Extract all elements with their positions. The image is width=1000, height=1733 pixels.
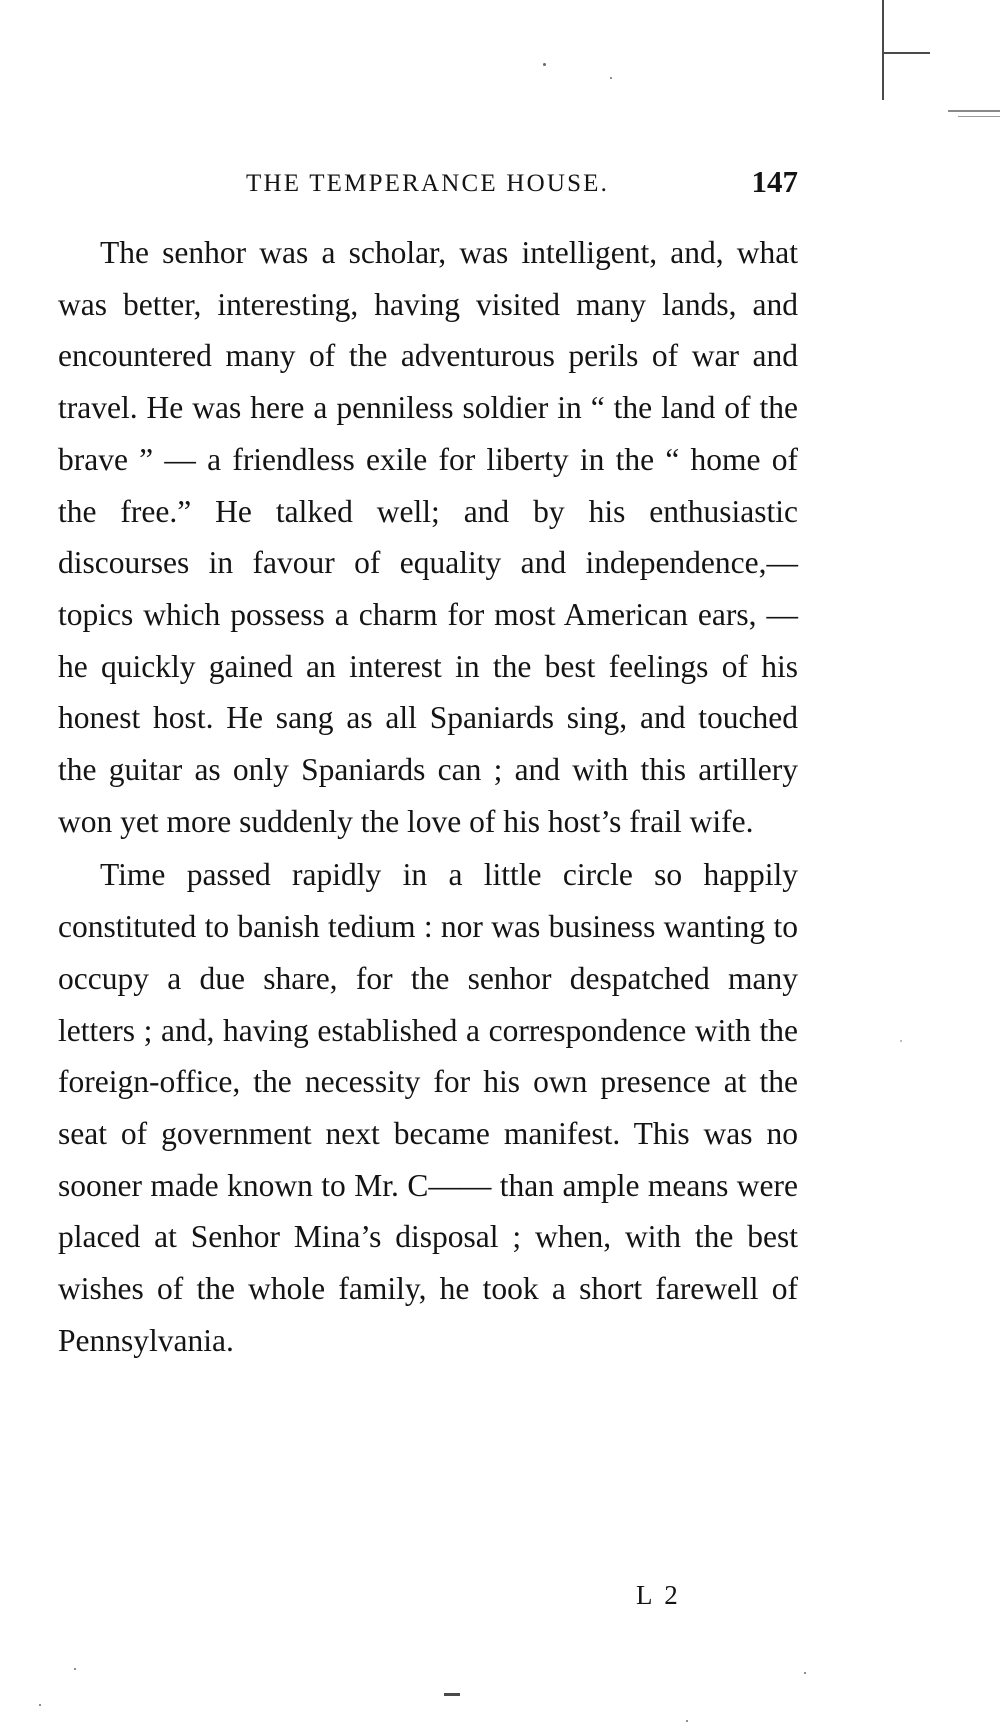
signature-mark: L 2 bbox=[636, 1580, 681, 1610]
body-text bbox=[58, 227, 798, 1366]
paragraph: Time passed rapidly in a little circle so happily constituted to banish tedium : nor was business wanting to occupy a due share, for the senhor despatched many letters ; and, having established a correspondence with the foreign-office, the necessity for his own presence at the seat of government next became manifest. This was no sooner made known to Mr. C—— than ample means were placed at Senhor Mina’s disposal ; when, with the best wishes of the whole family, he took a short farewell of Pennsylvania. bbox=[58, 857, 798, 1358]
paragraph: The senhor was a scholar, was intelligent, and, what was better, interesting, having visited many lands, and encountered many of the adventurous perils of war and travel. He was here a penniless soldier in “ the land of the brave ” — a friendless exile for liberty in the “ home of the free.” He talked well; and by his enthusiastic discourses in favour of equality and independence,—topics which possess a charm for most American ears, — he quickly gained an interest in the best feelings of his honest host. He sang as all Spaniards sing, and touched the guitar as only Spaniards can ; and with this artillery won yet more suddenly the love of his host’s frail wife. bbox=[58, 235, 798, 839]
margin-rule-faint bbox=[958, 116, 1000, 117]
speck bbox=[610, 77, 612, 79]
bottom-dash bbox=[444, 1693, 460, 1696]
margin-rule-horizontal bbox=[884, 52, 930, 54]
running-title: THE TEMPERANCE HOUSE. bbox=[246, 170, 610, 197]
running-head bbox=[246, 164, 798, 204]
margin-rule-faint bbox=[948, 110, 1000, 112]
speck bbox=[804, 1672, 806, 1674]
speck bbox=[74, 1668, 76, 1670]
speck bbox=[39, 1704, 41, 1706]
speck bbox=[686, 1720, 688, 1722]
page-number: 147 bbox=[751, 164, 798, 199]
margin-rule-vertical bbox=[882, 0, 884, 100]
speck bbox=[543, 63, 546, 66]
speck bbox=[900, 1040, 902, 1042]
